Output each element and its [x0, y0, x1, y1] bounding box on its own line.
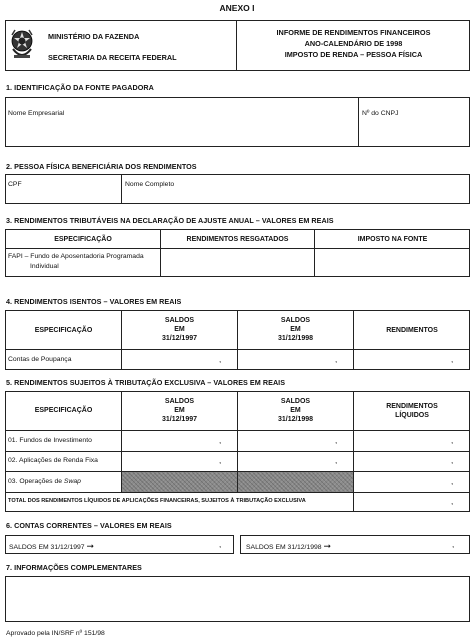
section7-title: 7. INFORMAÇÕES COMPLEMENTARES: [6, 563, 142, 572]
s5-comma-r2-c3: ,: [451, 456, 454, 465]
cpf-field[interactable]: [6, 190, 120, 203]
s3-rendimentos-field[interactable]: [161, 249, 313, 276]
s5-col-rendimentos-l2: LÍQUIDOS: [395, 412, 429, 419]
s3-col-imposto-fonte: IMPOSTO NA FONTE: [357, 236, 428, 243]
s5-swap-shaded-cell-1998: [238, 472, 353, 492]
s6-saldo1997-field[interactable]: [130, 536, 233, 553]
s4-row-poupanca: Contas de Poupança: [8, 356, 72, 363]
arrow-right-icon: ➞: [323, 541, 332, 551]
s4-col-especificacao: ESPECIFICAÇÃO: [34, 327, 93, 334]
s4-col-saldos1998-l1: SALDOS: [280, 317, 311, 324]
s5-row-fundos: 01. Fundos de Investimento: [8, 437, 92, 444]
s5-comma-r3-c3: ,: [451, 477, 454, 486]
section6-title: 6. CONTAS CORRENTES – VALORES EM REAIS: [6, 521, 172, 530]
section7-box[interactable]: [5, 576, 470, 622]
ministry-name: MINISTÉRIO DA FAZENDA: [48, 32, 140, 41]
form-heading-line1: INFORME DE RENDIMENTOS FINANCEIROS: [276, 28, 431, 37]
secretariat-name: SECRETARIA DA RECEITA FEDERAL: [48, 53, 177, 62]
nome-completo-field[interactable]: [122, 190, 469, 203]
section4-title: 4. RENDIMENTOS ISENTOS – VALORES EM REAIS: [6, 297, 182, 306]
s5-comma-total: ,: [451, 497, 454, 506]
s4-col-saldos1997-l2: EM: [174, 326, 185, 333]
nome-empresarial-field[interactable]: [6, 118, 357, 146]
s5-col-saldos1997-l1: SALDOS: [164, 398, 195, 405]
form-title: ANEXO I: [219, 3, 255, 13]
cpf-label: CPF: [8, 181, 22, 188]
s6-saldo1998-text: SALDOS EM 31/12/1998: [246, 544, 322, 551]
section3-title: 3. RENDIMENTOS TRIBUTÁVEIS NA DECLARAÇÃO DE AJUSTE ANUAL – VALORES EM REAIS: [6, 216, 334, 225]
s5-col-saldos1997-l3: 31/12/1997: [161, 416, 198, 423]
s5-swap-shaded-cell-1997: [122, 472, 237, 492]
s5-col-saldos1998-l1: SALDOS: [280, 398, 311, 405]
s4-comma-1: ,: [219, 355, 222, 364]
s3-imposto-field[interactable]: [315, 249, 469, 276]
s5-col-rendimentos-l1: RENDIMENTOS: [386, 403, 438, 410]
form-heading-line3: IMPOSTO DE RENDA – PESSOA FÍSICA: [284, 50, 423, 59]
cnpj-label: Nº do CNPJ: [362, 110, 399, 117]
s6-saldo1997-text: SALDOS EM 31/12/1997: [9, 544, 85, 551]
s5-col-saldos1998-l3: 31/12/1998: [277, 416, 314, 423]
s3-row-fapi-line1: FAPI – Fundo de Aposentadoria Programada: [8, 253, 144, 260]
s5-col-especificacao: ESPECIFICAÇÃO: [34, 407, 93, 414]
nome-empresarial-label: Nome Empresarial: [8, 110, 65, 117]
section5-title: 5. RENDIMENTOS SUJEITOS À TRIBUTAÇÃO EXCLUSIVA – VALORES EM REAIS: [6, 378, 286, 387]
s4-comma-2: ,: [335, 355, 338, 364]
s5-row-swap-prefix: 03. Operações de: [8, 478, 64, 485]
s5-comma-r2-c1: ,: [219, 456, 222, 465]
s6-comma-2: ,: [452, 540, 455, 549]
s5-comma-r1-c1: ,: [219, 436, 222, 445]
form-heading-line2: ANO-CALENDÁRIO DE 1998: [304, 39, 403, 48]
s4-comma-3: ,: [451, 355, 454, 364]
s6-saldo1997-label: [9, 541, 94, 552]
nome-completo-label: Nome Completo: [125, 181, 175, 188]
s4-col-saldos1998-l3: 31/12/1998: [277, 335, 314, 342]
s6-saldo1998-label: [246, 541, 331, 552]
s3-row-fapi-line2: Individual: [30, 263, 59, 270]
s5-comma-r2-c2: ,: [335, 456, 338, 465]
s5-col-saldos1998-l2: EM: [290, 407, 301, 414]
cnpj-field[interactable]: [359, 118, 469, 146]
s5-total-label: TOTAL DOS RENDIMENTOS LÍQUIDOS DE APLICAÇÕES FINANCEIRAS, SUJEITOS À TRIBUTAÇÃO EXCLUSIVA: [8, 498, 306, 504]
s5-row-swap-italic: Swap: [63, 478, 81, 485]
arrow-right-icon: ➞: [86, 541, 95, 551]
s5-comma-r1-c2: ,: [335, 436, 338, 445]
s5-row-renda-fixa: 02. Aplicações de Renda Fixa: [8, 457, 98, 464]
footer-approval: Aprovado pela IN/SRF nº 151/98: [6, 630, 105, 637]
s4-col-saldos1998-l2: EM: [290, 326, 301, 333]
s6-comma-1: ,: [219, 540, 222, 549]
section2-title: 2. PESSOA FÍSICA BENEFICIÁRIA DOS RENDIMENTOS: [6, 162, 197, 171]
s5-row-swap: [8, 478, 81, 485]
s5-col-saldos1997-l2: EM: [174, 407, 185, 414]
section1-title: 1. IDENTIFICAÇÃO DA FONTE PAGADORA: [6, 83, 154, 92]
s3-col-rendimentos-resgatados: RENDIMENTOS RESGATADOS: [186, 236, 289, 243]
coat-of-arms-icon: [10, 27, 34, 63]
s4-col-saldos1997-l1: SALDOS: [164, 317, 195, 324]
s4-col-saldos1997-l3: 31/12/1997: [161, 335, 198, 342]
s5-comma-r1-c3: ,: [451, 436, 454, 445]
s3-col-especificacao: ESPECIFICAÇÃO: [54, 236, 112, 243]
s4-col-rendimentos: RENDIMENTOS: [386, 327, 438, 334]
